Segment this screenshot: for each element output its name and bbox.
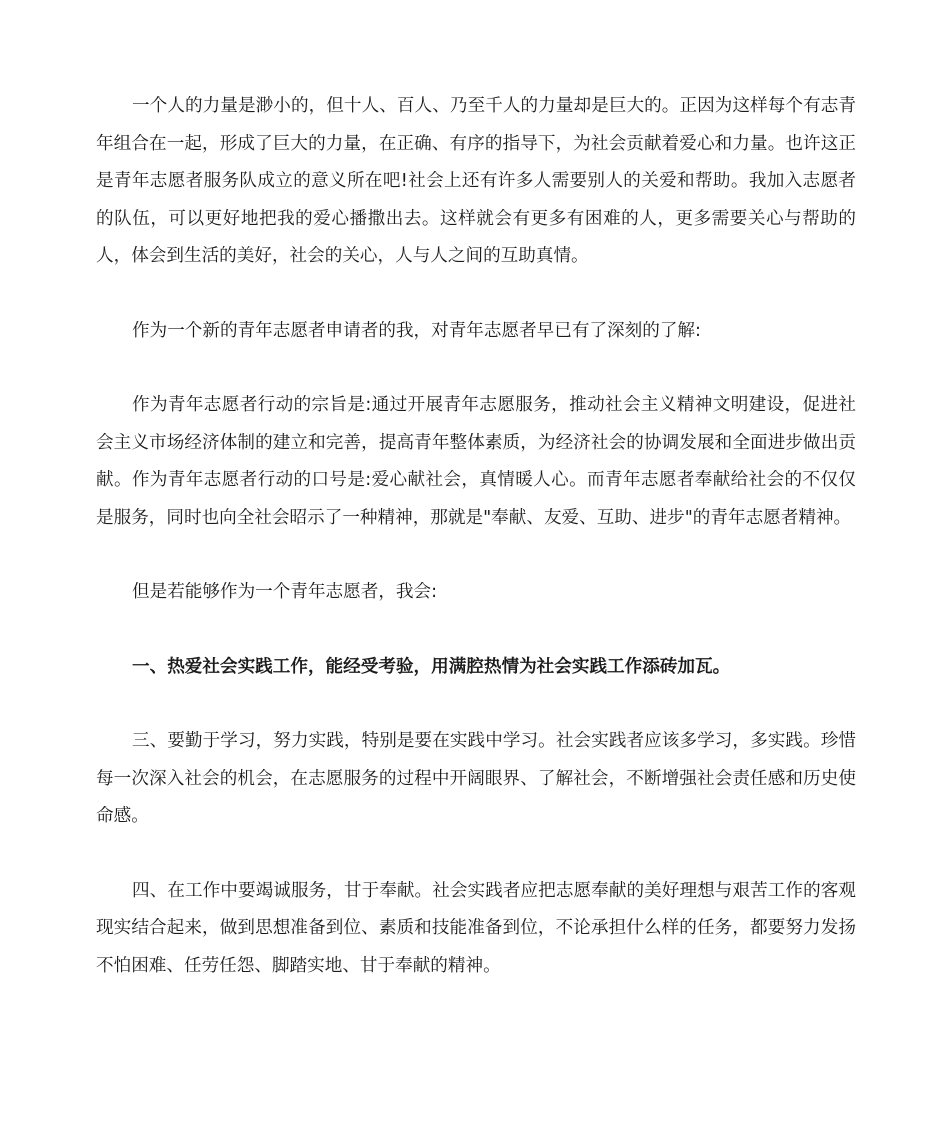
paragraph-applicant: 作为一个新的青年志愿者申请者的我，对青年志愿者早已有了深刻的了解: [132, 320, 701, 341]
paragraph-spacer [96, 836, 856, 873]
paragraph-point-one: 一、热爱社会实践工作，能经受考验，用满腔热情为社会实践工作添砖加瓦。 [132, 656, 731, 677]
paragraph-purpose: 作为青年志愿者行动的宗旨是:通过开展青年志愿服务，推动社会主义精神文明建设，促进社会主义市场经济体制的建立和完善，提高青年整体素质，为经济社会的协调发展和全面进步做出贡献。作为青年志愿者行动的口号是:爱心献社会，真情暖人心。而青年志愿者奉献给社会的不仅仅是服务，同时也向全社会昭示了一种精神，那就是"奉献、友爱、互助、进步"的青年志愿者精神。 [96, 395, 856, 528]
paragraph-point-four: 四、在工作中要竭诚服务，甘于奉献。社会实践者应把志愿奉献的美好理想与艰苦工作的客观现实结合起来，做到思想准备到位、素质和技能准备到位，不论承担什么样的任务，都要努力发扬不怕困难、任劳任怨、脚踏实地、甘于奉献的精神。 [96, 880, 856, 976]
paragraph-spacer [96, 612, 856, 649]
paragraph-spacer [96, 686, 856, 723]
document-body [96, 88, 856, 985]
paragraph-point-three: 三、要勤于学习，努力实践，特别是要在实践中学习。社会实践者应该多学习，多实践。珍惜每一次深入社会的机会，在志愿服务的过程中开阔眼界、了解社会，不断增强社会责任感和历史使命感。 [96, 731, 856, 826]
paragraph-spacer [96, 350, 856, 387]
paragraph-spacer [96, 537, 856, 574]
paragraph-spacer [96, 276, 856, 313]
paragraph-commitment-intro: 但是若能够作为一个青年志愿者，我会: [132, 582, 438, 602]
paragraph-intro: 一个人的力量是渺小的，但十人、百人、乃至千人的力量却是巨大的。正因为这样每个有志青年组合在一起，形成了巨大的力量，在正确、有序的指导下，为社会贡献着爱心和力量。也许这正是青年志愿者服务队成立的意义所在吧!社会上还有许多人需要别人的关爱和帮助。我加入志愿者的队伍，可以更好地把我的爱心播撒出去。这样就会有更多有困难的人，更多需要关心与帮助的人，体会到生活的美好，社会的关心，人与人之间的互助真情。 [96, 96, 856, 266]
